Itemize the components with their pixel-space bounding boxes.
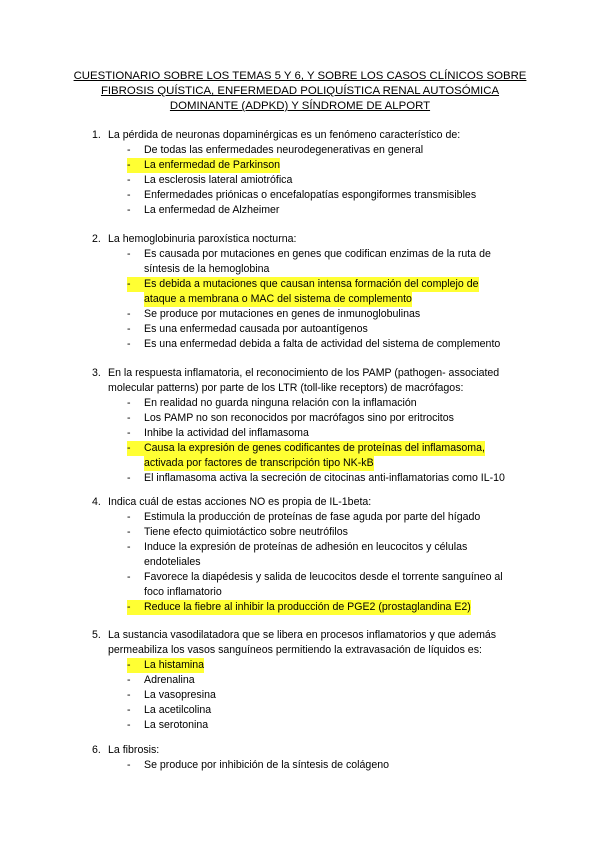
question-stem: molecular patterns) por parte de los LTR (toll-like receptors) de macrófagos: (108, 382, 464, 394)
option-text: Estimula la producción de proteínas de fase aguda por parte del hígado (144, 511, 481, 523)
question-number: 3. (92, 367, 101, 379)
title-line: DOMINANTE (ADPKD) Y SÍNDROME DE ALPORT (169, 100, 431, 112)
option-bullet: - (127, 511, 131, 523)
option-bullet: - (127, 427, 131, 439)
question-number: 2. (92, 233, 101, 245)
option-bullet: - (127, 158, 144, 173)
option-text: Es causada por mutaciones en genes que codifican enzimas de la ruta de (144, 248, 491, 260)
option-bullet: - (127, 397, 131, 409)
option-bullet: - (127, 704, 131, 716)
title-line: FIBROSIS QUÍSTICA, ENFERMEDAD POLIQUÍSTICA RENAL AUTOSÓMICA (100, 85, 500, 97)
option-text: Los PAMP no son reconocidos por macrófagos sino por eritrocitos (144, 412, 454, 424)
option-text: Se produce por inhibición de la síntesis de colágeno (144, 759, 389, 771)
option-text-highlighted: La histamina (144, 659, 205, 671)
option-text: Induce la expresión de proteínas de adhesión en leucocitos y células (144, 541, 468, 553)
title-line: CUESTIONARIO SOBRE LOS TEMAS 5 Y 6, Y SOBRE LOS CASOS CLÍNICOS SOBRE (73, 70, 527, 82)
option-bullet: - (127, 189, 131, 201)
option-text: endoteliales (144, 556, 201, 568)
question-number: 6. (92, 744, 101, 756)
option-bullet: - (127, 541, 131, 553)
option-text: De todas las enfermedades neurodegenerativas en general (144, 144, 424, 156)
option-bullet: - (127, 338, 131, 350)
option-text: En realidad no guarda ninguna relación con la inflamación (144, 397, 417, 409)
question-stem: Indica cuál de estas acciones NO es propia de IL-1beta: (108, 496, 372, 508)
question-stem: permeabiliza los vasos sanguíneos permitiendo la extravasación de líquidos es: (108, 644, 482, 656)
option-text-highlighted: ataque a membrana o MAC del sistema de complemento (144, 293, 412, 305)
option-bullet: - (127, 412, 131, 424)
option-text: foco inflamatorio (144, 586, 222, 598)
question-number: 5. (92, 629, 101, 641)
option-text: El inflamasoma activa la secreción de citocinas anti-inflamatorias como IL-10 (144, 472, 505, 484)
option-text: Favorece la diapédesis y salida de leucocitos desde el torrente sanguíneo al (144, 571, 503, 583)
option-text: La enfermedad de Alzheimer (144, 204, 280, 216)
option-text-highlighted: activada por factores de transcripción tipo NK-kB (144, 457, 374, 469)
question-stem: La sustancia vasodilatadora que se libera en procesos inflamatorios y que además (108, 629, 497, 641)
option-text-highlighted: Causa la expresión de genes codificantes de proteínas del inflamasoma, (144, 442, 485, 454)
option-text-highlighted: Reduce la fiebre al inhibir la producción de PGE2 (prostaglandina E2) (144, 601, 471, 613)
option-text-highlighted: Es debida a mutaciones que causan intensa formación del complejo de (144, 278, 479, 290)
option-bullet: - (127, 526, 131, 538)
option-bullet: - (127, 689, 131, 701)
question-number: 4. (92, 496, 101, 508)
option-bullet: - (127, 204, 131, 216)
option-bullet: - (127, 719, 131, 731)
option-bullet: - (127, 472, 131, 484)
question-stem: En la respuesta inflamatoria, el reconocimiento de los PAMP (pathogen- associated (108, 367, 500, 379)
option-text: Tiene efecto quimiotáctico sobre neutrófilos (144, 526, 348, 538)
option-text: Inhibe la actividad del inflamasoma (144, 427, 309, 439)
option-text: Es una enfermedad causada por autoantígenos (144, 323, 368, 335)
option-bullet: - (127, 600, 144, 615)
option-bullet: - (127, 674, 131, 686)
option-bullet: - (127, 658, 144, 673)
option-text-highlighted: La enfermedad de Parkinson (144, 159, 281, 171)
document-title (60, 69, 540, 114)
option-text: La vasopresina (144, 689, 216, 701)
question-stem: La pérdida de neuronas dopaminérgicas es un fenómeno característico de: (108, 129, 461, 141)
option-bullet: - (127, 308, 131, 320)
option-bullet: - (127, 759, 131, 771)
option-text: La esclerosis lateral amiotrófica (144, 174, 293, 186)
option-text: Adrenalina (144, 674, 195, 686)
option-bullet: - (127, 441, 144, 456)
option-text: La acetilcolina (144, 704, 212, 716)
question-number: 1. (92, 129, 101, 141)
option-text: síntesis de la hemoglobina (144, 263, 270, 275)
option-bullet: - (127, 571, 131, 583)
option-text: Es una enfermedad debida a falta de actividad del sistema de complemento (144, 338, 501, 350)
question-stem: La hemoglobinuria paroxística nocturna: (108, 233, 297, 245)
option-text: Enfermedades priónicas o encefalopatías espongiformes transmisibles (144, 189, 477, 201)
option-bullet: - (127, 277, 144, 292)
option-bullet: - (127, 323, 131, 335)
option-text: La serotonina (144, 719, 209, 731)
option-bullet: - (127, 248, 131, 260)
option-text: Se produce por mutaciones en genes de inmunoglobulinas (144, 308, 421, 320)
option-bullet: - (127, 174, 131, 186)
question-stem: La fibrosis: (108, 744, 160, 756)
option-bullet: - (127, 144, 131, 156)
